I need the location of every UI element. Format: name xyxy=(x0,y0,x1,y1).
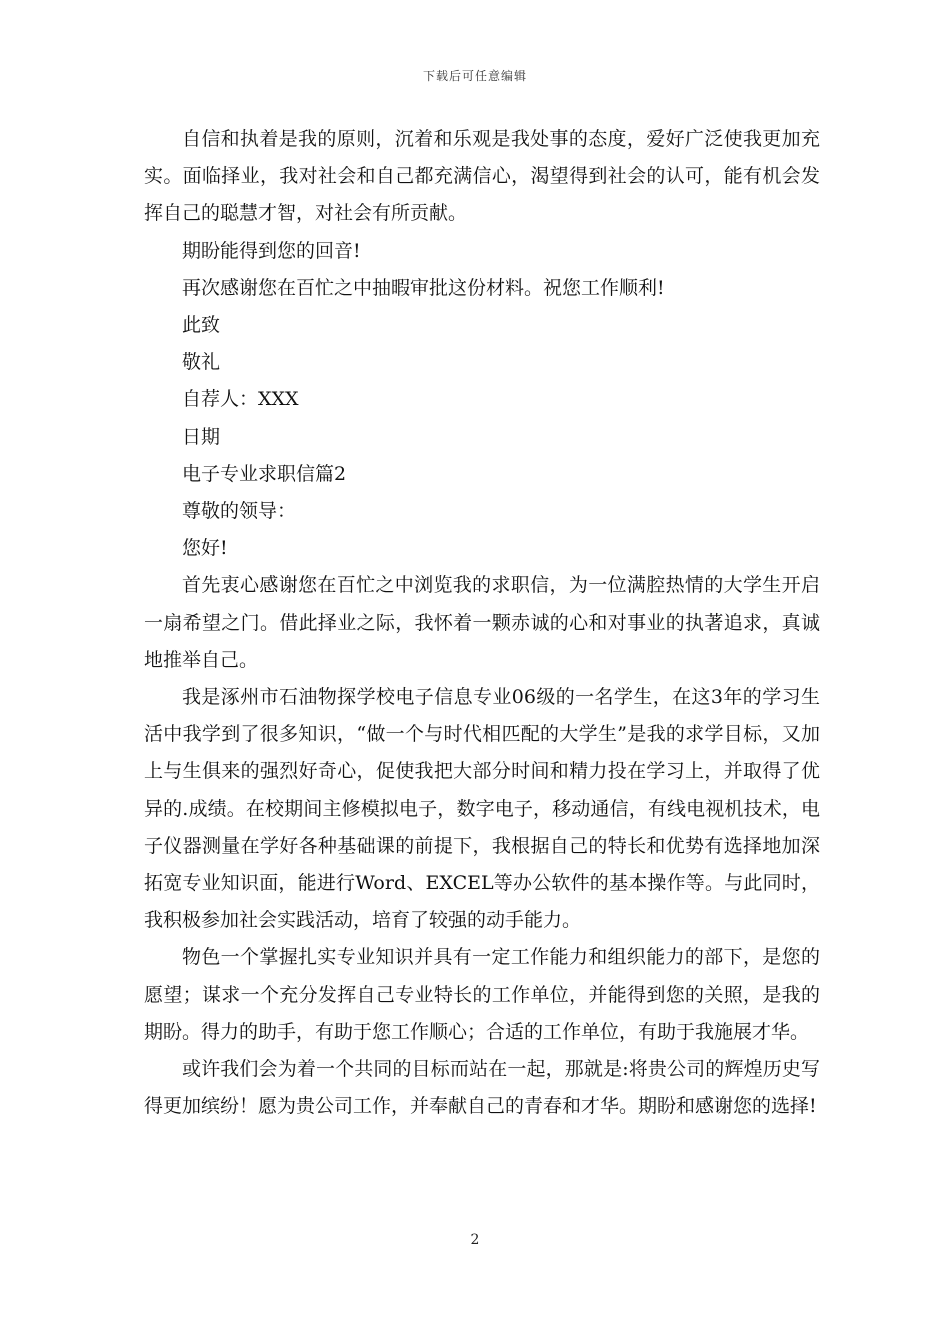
letter-body xyxy=(144,121,820,1125)
paragraph-intro: 首先衷心感谢您在百忙之中浏览我的求职信，为一位满腔热情的大学生开启一扇希望之门。借此择业之际，我怀着一颗赤诚的心和对事业的执著追求，真诚地推举自己。 xyxy=(144,574,820,671)
date-line: 日期 xyxy=(182,425,221,448)
greeting-line: 尊敬的领导： xyxy=(182,500,297,523)
signature-line: 自荐人：XXX xyxy=(182,388,299,411)
paragraph-1: 自信和执着是我的原则，沉着和乐观是我处事的态度，爱好广泛使我更加充实。面临择业，我对社会和自己都充满信心，渴望得到社会的认可，能有机会发挥自己的聪慧才智，对社会有所贡献。 xyxy=(144,128,820,225)
paragraph-2: 期盼能得到您的回音! xyxy=(182,239,361,262)
hello-line: 您好! xyxy=(182,537,228,560)
page-number: 2 xyxy=(470,1232,480,1248)
closing-salutation: 此致 xyxy=(182,314,221,337)
closing-regards: 敬礼 xyxy=(182,351,221,374)
section-title: 电子专业求职信篇2 xyxy=(182,462,347,485)
page-header-note: 下载后可任意编辑 xyxy=(422,69,527,83)
paragraph-3: 再次感谢您在百忙之中抽暇审批这份材料。祝您工作顺利! xyxy=(182,276,665,299)
paragraph-expectation: 物色一个掌握扎实专业知识并具有一定工作能力和组织能力的部下，是您的愿望；谋求一个充分发挥自己专业特长的工作单位，并能得到您的关照，是我的期盼。得力的助手，有助于您工作顺心；合适的工作单位，有助于我施展才华。 xyxy=(144,946,820,1043)
paragraph-education: 我是涿州市石油物探学校电子信息专业06级的一名学生，在这3年的学习生活中我学到了很多知识，“做一个与时代相匹配的大学生”是我的求学目标，又加上与生俱来的强烈好奇心，促使我把大部分时间和精力投在学习上，并取得了优异的.成绩。在校期间主修模拟电子，数字电子，移动通信，有线电视机技术，电子仪器测量在学好各种基础课的前提下，我根据自己的特长和优势有选择地加深拓宽专业知识面，能进行Word、EXCEL等办公软件的基本操作等。与此同时，我积极参加社会实践活动，培育了较强的动手能力。 xyxy=(144,686,820,932)
paragraph-conclusion: 或许我们会为着一个共同的目标而站在一起，那就是:将贵公司的辉煌历史写得更加缤纷！愿为贵公司工作，并奉献自己的青春和才华。期盼和感谢您的选择! xyxy=(144,1058,820,1118)
